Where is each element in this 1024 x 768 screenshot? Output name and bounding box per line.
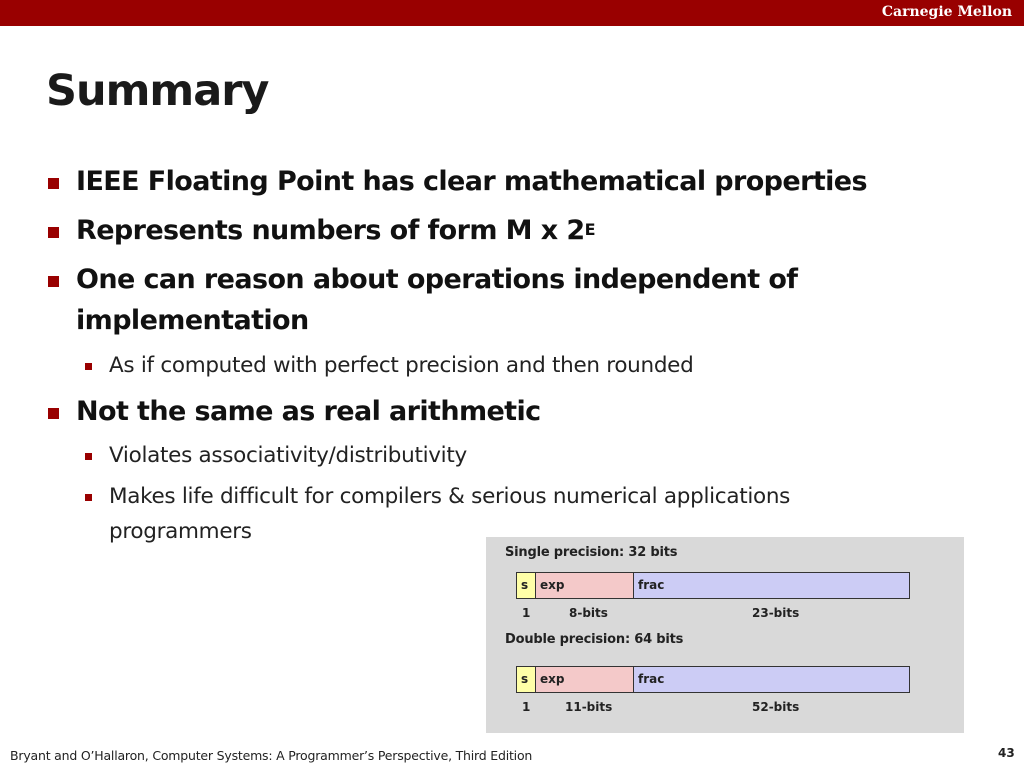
bullet-marker <box>48 276 59 287</box>
bullet-marker <box>48 227 59 238</box>
double-exp-bits: 11-bits <box>565 700 613 714</box>
sub-bullet-marker <box>85 363 92 370</box>
sub-bullet-2-0: As if computed with perfect precision and then rounded <box>109 353 694 378</box>
double-frac-field <box>633 666 910 693</box>
bullet-3: Not the same as real arithmetic <box>76 396 541 427</box>
single-frac-label: frac <box>638 578 665 592</box>
double-sign-field <box>516 666 537 693</box>
single-frac-field <box>633 572 910 599</box>
sub-bullet-3-1-line-1: Makes life difficult for compilers & serious numerical applications <box>109 484 791 509</box>
sub-bullet-3-0: Violates associativity/distributivity <box>109 443 467 468</box>
single-exp-label: exp <box>540 578 565 592</box>
double-sign-label: s <box>521 672 529 686</box>
footer-citation: Bryant and O’Hallaron, Computer Systems: A Programmer’s Perspective, Third Edition <box>10 748 533 763</box>
brand-name: Carnegie Mellon <box>881 4 1012 20</box>
bullet-2-line-2: implementation <box>76 305 309 336</box>
page-number: 43 <box>998 746 1015 760</box>
bullet-1-exponent: E <box>584 220 595 239</box>
double-sign-bits: 1 <box>522 700 531 714</box>
bullet-marker <box>48 408 59 419</box>
float-format-figure <box>486 537 964 733</box>
bullet-2-line-1: One can reason about operations independent of <box>76 264 798 295</box>
double-frac-bits: 52-bits <box>752 700 800 714</box>
single-sign-bits: 1 <box>522 606 531 620</box>
single-exp-field <box>535 572 635 599</box>
sub-bullet-marker <box>85 494 92 501</box>
sub-bullet-marker <box>85 453 92 460</box>
bullet-0: IEEE Floating Point has clear mathematical properties <box>76 166 867 197</box>
single-sign-field <box>516 572 537 599</box>
bullet-1 <box>76 214 595 251</box>
double-precision-label: Double precision: 64 bits <box>505 632 684 647</box>
page-title: Summary <box>46 66 269 116</box>
single-precision-label: Single precision: 32 bits <box>505 545 678 560</box>
sub-bullet-3-1-line-2: programmers <box>109 519 252 544</box>
single-sign-label: s <box>521 578 529 592</box>
double-exp-label: exp <box>540 672 565 686</box>
double-exp-field <box>535 666 635 693</box>
single-exp-bits: 8-bits <box>569 606 608 620</box>
bullet-marker <box>48 178 59 189</box>
bullet-1-text: Represents numbers of form M x 2 <box>76 215 585 246</box>
header-bar <box>0 0 1024 26</box>
single-frac-bits: 23-bits <box>752 606 800 620</box>
double-frac-label: frac <box>638 672 665 686</box>
